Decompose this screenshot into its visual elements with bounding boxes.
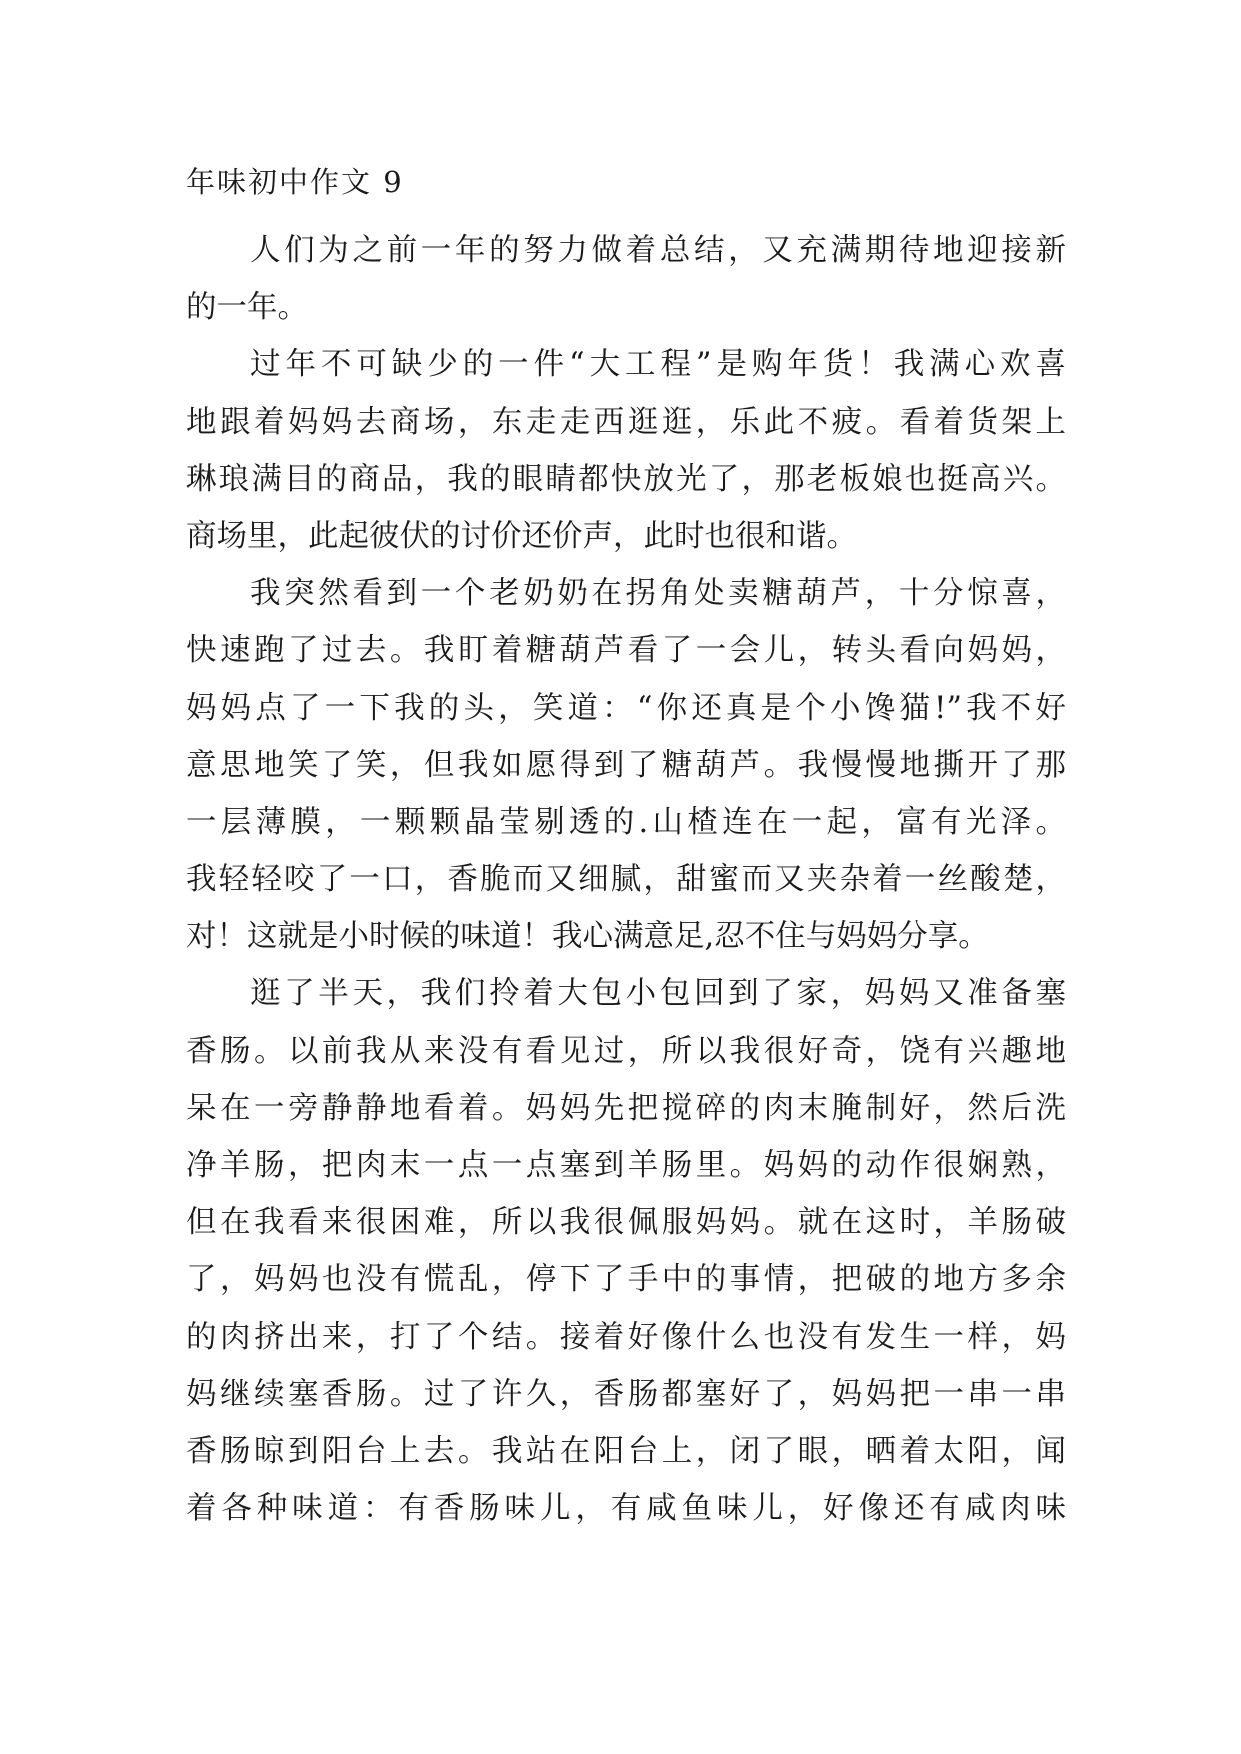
paragraph-line: 一层薄膜，一颗颗晶莹剔透的.山楂连在一起，富有光泽。 xyxy=(186,804,1066,840)
essay-title: 年味初中作文 9 xyxy=(186,165,404,199)
paragraph-line: 呆在一旁静静地看着。妈妈先把搅碎的肉末腌制好，然后洗 xyxy=(186,1090,1066,1126)
paragraph-line: 但在我看来很困难，所以我很佩服妈妈。就在这时，羊肠破 xyxy=(186,1205,1066,1241)
paragraph-line: 净羊肠，把肉末一点一点塞到羊肠里。妈妈的动作很娴熟， xyxy=(186,1148,1066,1183)
paragraph xyxy=(186,336,1066,565)
paragraph-line: 过年不可缺少的一件“大工程”是购年货！我满心欢喜 xyxy=(250,347,1066,383)
paragraph-line: 妈妈点了一下我的头，笑道：“你还真是个小馋猫!”我不好 xyxy=(186,690,1066,726)
paragraph-line: 快速跑了过去。我盯着糖葫芦看了一会儿，转头看向妈妈， xyxy=(186,633,1066,669)
paragraph-line: 着各种味道：有香肠味儿，有咸鱼味儿，好像还有咸肉味 xyxy=(186,1491,1066,1527)
paragraph-line: 地跟着妈妈去商场，东走走西逛逛，乐此不疲。看着货架上 xyxy=(186,404,1066,440)
paragraph-line: 了，妈妈也没有慌乱，停下了手中的事情，把破的地方多余 xyxy=(186,1262,1066,1298)
paragraph-line: 商场里，此起彼伏的讨价还价声，此时也很和谐。 xyxy=(186,518,857,554)
paragraph-line: 意思地笑了笑，但我如愿得到了糖葫芦。我慢慢地撕开了那 xyxy=(186,747,1066,783)
paragraph-line: 香肠。以前我从来没有看见过，所以我很好奇，饶有兴趣地 xyxy=(186,1033,1066,1069)
essay-body xyxy=(186,222,1066,1537)
paragraph-line: 琳琅满目的商品，我的眼睛都快放光了，那老板娘也挺高兴。 xyxy=(186,461,1066,497)
paragraph-line: 我轻轻咬了一口，香脆而又细腻，甜蜜而又夹杂着一丝酸楚， xyxy=(186,862,1066,898)
paragraph-line: 人们为之前一年的努力做着总结，又充满期待地迎接新 xyxy=(250,233,1066,268)
paragraph-line: 香肠晾到阳台上去。我站在阳台上，闭了眼，晒着太阳，闻 xyxy=(186,1433,1066,1469)
paragraph-line: 逛了半天，我们拎着大包小包回到了家，妈妈又准备塞 xyxy=(250,976,1066,1012)
paragraph-line: 的一年。 xyxy=(186,290,308,326)
paragraph-line: 的肉挤出来，打了个结。接着好像什么也没有发生一样，妈 xyxy=(186,1319,1066,1355)
paragraph-line: 对！这就是小时候的味道！我心满意足,忍不住与妈妈分享。 xyxy=(186,919,989,955)
paragraph-line: 妈继续塞香肠。过了许久，香肠都塞好了，妈妈把一串一串 xyxy=(186,1376,1066,1412)
paragraph-line: 我突然看到一个老奶奶在拐角处卖糖葫芦，十分惊喜， xyxy=(250,576,1066,612)
paragraph xyxy=(186,222,1066,336)
paragraph xyxy=(186,965,1066,1537)
paragraph xyxy=(186,565,1066,965)
